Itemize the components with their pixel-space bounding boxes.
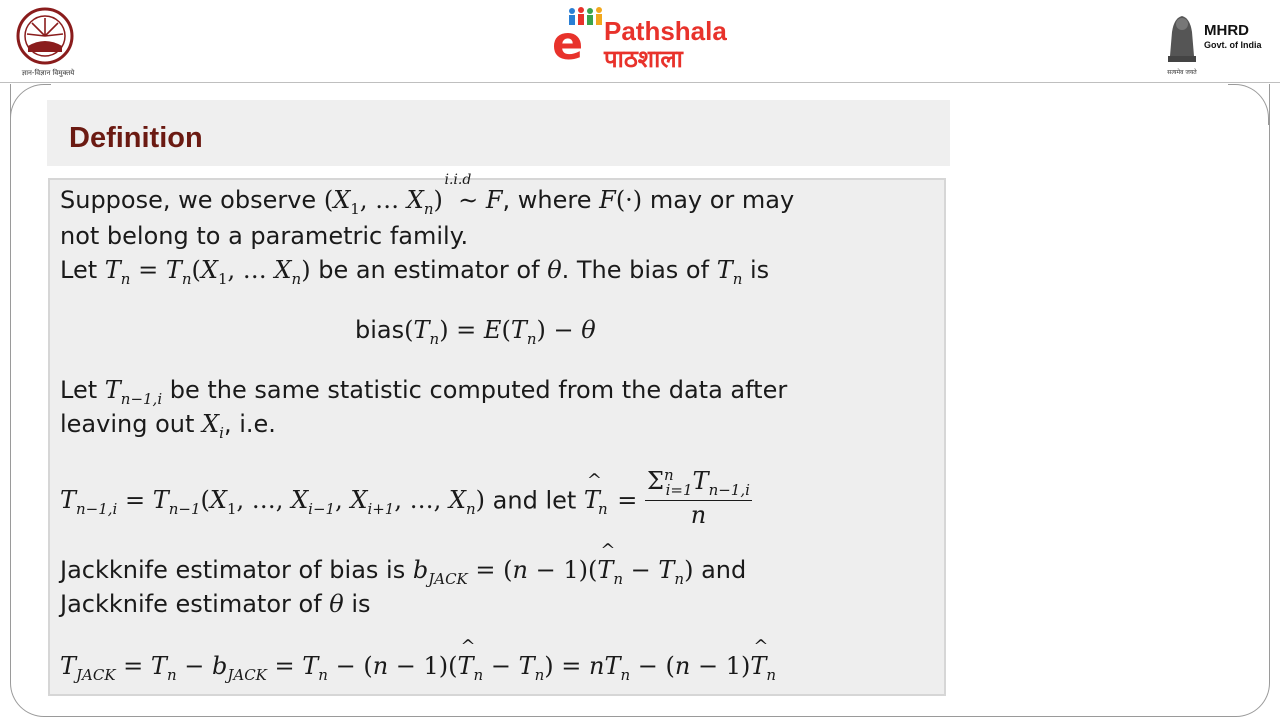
iid-label: i.i.d xyxy=(444,172,472,188)
logo-hindi-text: पाठशाला xyxy=(604,45,683,73)
emblem-icon xyxy=(8,6,82,68)
leave-one-out-equation: $T_{n-1,i} = T_{n-1}(X_1$, …, $X_{i-1}$, $X_{i+1}$, …, $X_n$) and let ^ $T_n$ = $\frac{\Sigma^n_{i=1}T_{n-1,i}}{n}$ xyxy=(60,470,752,533)
line1-text-b: , where xyxy=(502,186,592,214)
definition-line-9: Jackknife estimator of θ is xyxy=(60,590,371,618)
definition-line-8: Jackknife estimator of bias is $b_{JACK} = (n$ − 1)(^ $T_n - T_n$) and xyxy=(60,556,746,588)
definition-line-1: Suppose, we observe ($X_1$, … $X_n$) i.i.d ∼ F, where F(·) may or may xyxy=(60,172,795,218)
math-F-paren: F xyxy=(599,186,616,214)
logo-english-text: Pathshala xyxy=(604,16,727,46)
line9-text-b: is xyxy=(351,590,371,618)
jackknife-estimator-equation: $T_{JACK} = T_n - b_{JACK} = T_n - (n$ − 1)(^ $T_n - T_n) = nT_n - (n$ − 1)^ $T_n$ xyxy=(60,652,776,684)
emblem-caption: ज्ञान-विज्ञान विमुक्तये xyxy=(21,69,75,77)
line5-text-a: Let xyxy=(60,376,98,404)
math-iid-tilde: i.i.d ∼ xyxy=(444,172,479,214)
line6-text-a: leaving out xyxy=(60,410,195,438)
line8-text-b: and xyxy=(701,556,747,584)
mhrd-motto: सत्यमेव जयते xyxy=(1167,69,1197,76)
line3-text-c: . The bias of xyxy=(561,256,710,284)
line3-text-d: is xyxy=(750,256,770,284)
line9-text-a: Jackknife estimator of xyxy=(60,590,322,618)
line7-and-let: and let xyxy=(492,486,577,515)
line6-text-b: , i.e. xyxy=(223,410,276,438)
definition-line-3: Let $T_n = T_n(X_1$, … $X_n$) be an estimator of θ. The bias of $T_n$ is xyxy=(60,256,770,288)
slide-title: Definition xyxy=(69,122,203,154)
line5-text-b: be the same statistic computed from the data after xyxy=(169,376,788,404)
mhrd-subtitle: Govt. of India xyxy=(1204,40,1262,50)
math-sample: ($X_1$, … $X_n$) xyxy=(323,186,443,218)
line1-text-a: Suppose, we observe xyxy=(60,186,317,214)
mean-fraction: $\frac{\Sigma^n_{i=1}T_{n-1,i}}{n}$ xyxy=(646,466,750,529)
mhrd-title: MHRD xyxy=(1204,22,1249,39)
university-emblem-logo xyxy=(8,6,82,80)
logo-e-letter: e xyxy=(552,16,584,70)
bias-equation: $bias(T_n) = E(T_n) - \theta$ xyxy=(355,316,596,348)
line3-text-a: Let xyxy=(60,256,98,284)
line3-text-b: be an estimator of xyxy=(318,256,540,284)
bias-word: bias xyxy=(355,316,405,344)
mhrd-logo xyxy=(1160,8,1270,78)
math-F: F xyxy=(485,186,503,214)
header-divider xyxy=(0,82,1280,83)
line1-text-c: may or may xyxy=(649,186,795,214)
definition-line-5: Let $T_{n-1,i}$ be the same statistic computed from the data after xyxy=(60,376,788,408)
definition-line-2: not belong to a parametric family. xyxy=(60,222,469,250)
line8-text-a: Jackknife estimator of bias is xyxy=(60,556,406,584)
epathshala-logo xyxy=(552,6,752,72)
definition-line-6: leaving out $X_i$, i.e. xyxy=(60,410,276,442)
slide-title-bar xyxy=(47,100,950,166)
ashoka-lion-icon xyxy=(1162,10,1202,66)
